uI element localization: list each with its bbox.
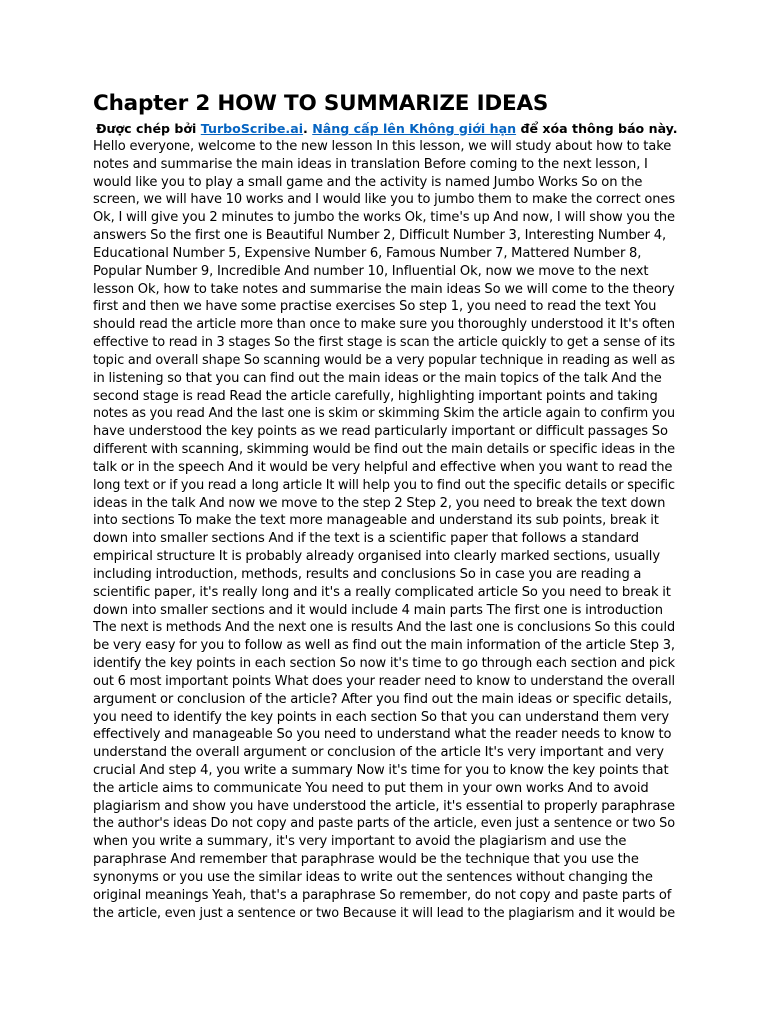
transcript-line: understand the overall argument or conclusion of the article It's very important and very xyxy=(93,745,664,761)
transcript-line: topic and overall shape So scanning would be a very popular technique in reading as well as xyxy=(93,352,675,368)
transcript-line: into sections To make the text more manageable and understand its sub points, break it xyxy=(93,513,659,529)
transcript-line: the article aims to communicate You need to put them in your own works And to avoid xyxy=(93,780,649,796)
transcript-line: crucial And step 4, you write a summary Now it's time for you to know the key points that xyxy=(93,762,669,778)
transcript-line: identify the key points in each section So now it's time to go through each section and pick xyxy=(93,656,675,672)
transcript-line: lesson Ok, how to take notes and summarise the main ideas So we will come to the theory xyxy=(93,281,675,297)
transcript-line: Popular Number 9, Incredible And number 10, Influential Ok, now we move to the next xyxy=(93,263,649,279)
transcript-line: first and then we have some practise exercises So step 1, you need to read the text You xyxy=(93,299,657,315)
transcript-line: The next is methods And the next one is results And the last one is conclusions So this could xyxy=(93,620,675,636)
transcript-line: would like you to play a small game and the activity is named Jumbo Works So on the xyxy=(93,174,643,190)
transcript-line: have understood the key points as we read particularly important or difficult passages So xyxy=(93,424,668,440)
transcript-line: down into smaller sections And if the text is a scientific paper that follows a standard xyxy=(93,531,639,547)
notice-separator: . xyxy=(303,121,313,136)
transcript-line: in listening so that you can find out the main ideas or the main topics of the talk And the xyxy=(93,370,662,386)
transcript-line: be very easy for you to follow as well as find out the main information of the article Step 3, xyxy=(93,638,675,654)
transcript-line: long text or if you read a long article It will help you to find out the specific details or specific xyxy=(93,477,675,493)
transcript-line: empirical structure It is probably already organised into clearly marked sections, usually xyxy=(93,549,660,565)
transcript-line: argument or conclusion of the article? After you find out the main ideas or specific details, xyxy=(93,691,673,707)
document-page xyxy=(93,88,678,922)
transcript-line: screen, we will have 10 works and I would like you to jumbo them to make the correct ones xyxy=(93,192,675,208)
transcript-body xyxy=(93,138,675,922)
transcript-line: talk or in the speech And it would be very helpful and effective when you want to read the xyxy=(93,459,673,475)
transcript-line: scientific paper, it's really long and it's a really complicated article So you need to break it xyxy=(93,584,671,600)
transcript-line: the article, even just a sentence or two Because it will lead to the plagiarism and it would be xyxy=(93,905,675,921)
turboscribe-link[interactable]: TurboScribe.ai xyxy=(200,121,304,136)
upgrade-unlimited-link[interactable]: Nâng cấp lên Không giới hạn xyxy=(312,121,517,136)
transcript-line: effectively and manageable So you need to understand what the reader needs to know to xyxy=(93,727,672,743)
transcript-line: second stage is read Read the article carefully, highlighting important points and taking xyxy=(93,388,658,404)
transcript-line: you need to identify the key points in each section So that you can understand them very xyxy=(93,709,670,725)
transcript-line: original meanings Yeah, that's a paraphrase So remember, do not copy and paste parts of xyxy=(93,887,672,903)
transcript-line: notes as you read And the last one is skim or skimming Skim the article again to confirm you xyxy=(93,406,675,422)
transcript-line: Hello everyone, welcome to the new lesson In this lesson, we will study about how to take xyxy=(93,139,672,154)
transcript-line: synonyms or you use the similar ideas to write out the sentences without changing the xyxy=(93,869,653,885)
notice-suffix: để xóa thông báo này. xyxy=(516,121,678,136)
transcript-line: Educational Number 5, Expensive Number 6, Famous Number 7, Mattered Number 8, xyxy=(93,245,642,261)
transcript-line: answers So the first one is Beautiful Number 2, Difficult Number 3, Interesting Number 4, xyxy=(93,228,667,244)
transcript-line: paraphrase And remember that paraphrase would be the technique that you use the xyxy=(93,852,639,868)
transcript-line: out 6 most important points What does your reader need to know to understand the overall xyxy=(93,673,675,689)
transcript-line: effective to read in 3 stages So the first stage is scan the article quickly to get a sense of its xyxy=(93,335,675,351)
transcription-notice xyxy=(93,120,678,138)
transcript-line: down into smaller sections and it would include 4 main parts The first one is introduction xyxy=(93,602,664,618)
transcript-line: should read the article more than once to make sure you thoroughly understood it It's often xyxy=(93,317,675,333)
transcript-line: ideas in the talk And now we move to the step 2 Step 2, you need to break the text down xyxy=(93,495,666,511)
transcript-line: including introduction, methods, results and conclusions So in case you are reading a xyxy=(93,566,642,582)
transcript-line: when you write a summary, it's very important to avoid the plagiarism and use the xyxy=(93,834,627,850)
transcript-line: plagiarism and show you have understood the article, it's essential to properly paraphrase xyxy=(93,798,675,814)
notice-prefix: Được chép bởi xyxy=(96,121,201,136)
page-title: Chapter 2 HOW TO SUMMARIZE IDEAS xyxy=(93,91,549,116)
transcript-line: the author's ideas Do not copy and paste parts of the article, even just a sentence or two So xyxy=(93,816,675,832)
transcript-line: notes and summarise the main ideas in translation Before coming to the next lesson, I xyxy=(93,156,648,172)
transcript-line: Ok, I will give you 2 minutes to jumbo the works Ok, time's up And now, I will show you the xyxy=(93,210,675,226)
transcript-line: different with scanning, skimming would be find out the main details or specific ideas in the xyxy=(93,442,675,458)
